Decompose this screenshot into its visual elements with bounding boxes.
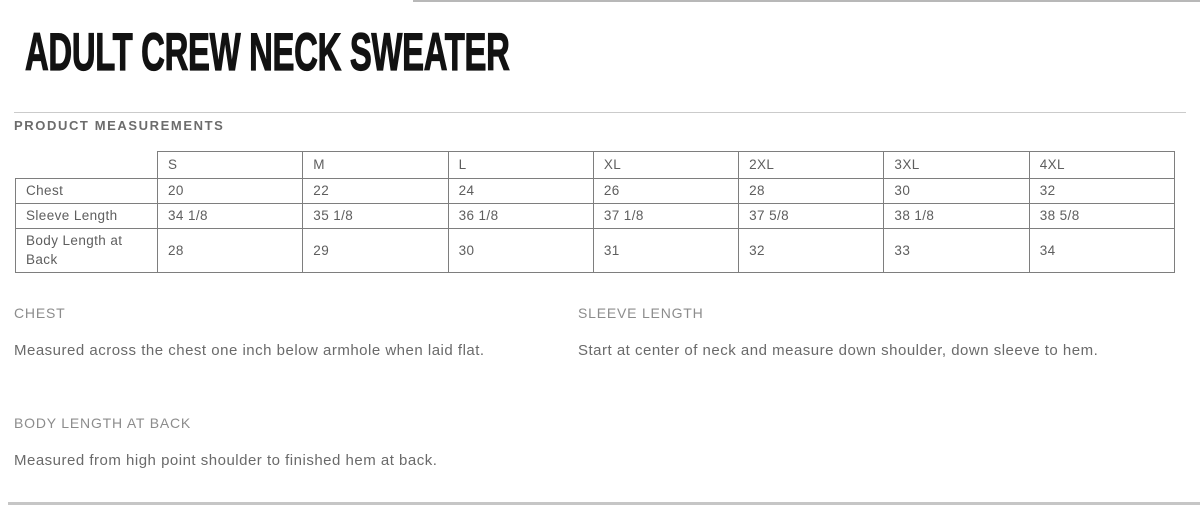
measurement-cell: 33 [884,229,1029,272]
measurement-cell: 38 5/8 [1029,204,1174,229]
product-measurements-heading: PRODUCT MEASUREMENTS [14,118,225,133]
column-header-xl: XL [593,152,738,179]
size-chart-table [15,151,1175,273]
measurement-cell: 26 [593,179,738,204]
blank-corner-cell [16,152,158,179]
table-row-body-length-at-back [16,229,1175,272]
measurement-cell: 34 [1029,229,1174,272]
chest-description-text: Measured across the chest one inch below armhole when laid flat. [14,342,485,359]
column-header-4xl: 4XL [1029,152,1174,179]
top-border-line [413,0,1200,2]
measurement-cell: 31 [593,229,738,272]
sleeve-length-description [578,305,1110,369]
measurement-cell: 32 [739,229,884,272]
size-header-row [16,152,1175,179]
measurement-cell: 34 1/8 [158,204,303,229]
measurement-cell: 36 1/8 [448,204,593,229]
body-length-at-back-description-text: Measured from high point shoulder to finished hem at back. [14,452,438,469]
column-header-2xl: 2XL [739,152,884,179]
measurement-cell: 28 [739,179,884,204]
column-header-3xl: 3XL [884,152,1029,179]
measurement-cell: 37 5/8 [739,204,884,229]
measurement-cell: 30 [448,229,593,272]
row-label-chest: Chest [16,179,158,204]
measurement-cell: 35 1/8 [303,204,448,229]
measurement-cell: 28 [158,229,303,272]
measurement-cell: 24 [448,179,593,204]
table-row-sleeve-length [16,204,1175,229]
measurement-cell: 20 [158,179,303,204]
page-title: ADULT CREW NECK SWEATER [25,23,510,82]
row-label-sleeve-length: Sleeve Length [16,204,158,229]
row-label-body-length-at-back: Body Length at Back [16,229,158,272]
measurement-cell: 38 1/8 [884,204,1029,229]
measurement-cell: 22 [303,179,448,204]
column-header-s: S [158,152,303,179]
measurement-cell: 30 [884,179,1029,204]
measurement-cell: 32 [1029,179,1174,204]
chest-description [14,305,574,369]
chest-description-heading: CHEST [14,305,66,321]
body-length-at-back-description [14,415,634,479]
body-length-at-back-description-heading: BODY LENGTH AT BACK [14,415,192,431]
sleeve-length-description-heading: SLEEVE LENGTH [578,305,704,321]
measurement-cell: 29 [303,229,448,272]
sleeve-length-description-text: Start at center of neck and measure down shoulder, down sleeve to hem. [578,342,1099,359]
measurement-cell: 37 1/8 [593,204,738,229]
column-header-l: L [448,152,593,179]
table-row-chest [16,179,1175,204]
column-header-m: M [303,152,448,179]
section-divider [14,112,1186,113]
bottom-scrollbar-track [8,502,1200,505]
